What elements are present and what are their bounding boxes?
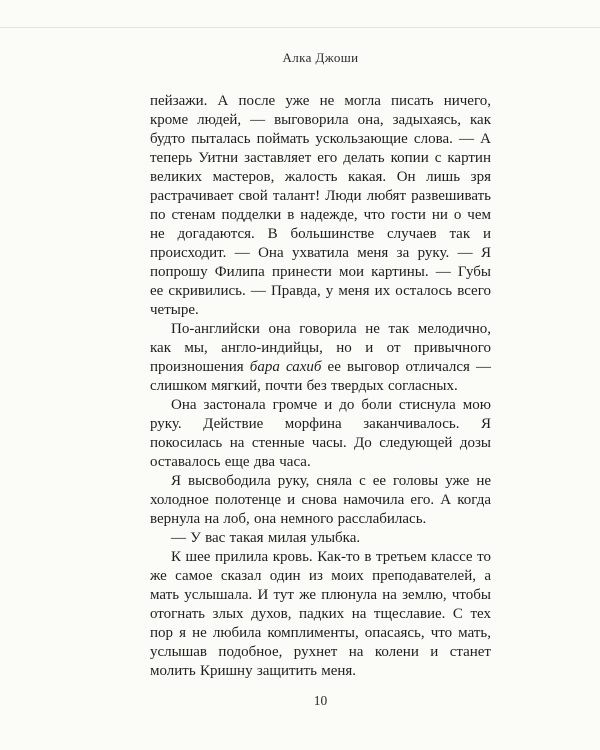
paragraph bbox=[150, 472, 491, 529]
paragraph bbox=[150, 92, 491, 320]
paragraph bbox=[150, 548, 491, 681]
text-segment: Она застонала громче и до боли стиснула мою руку. Действие морфина заканчивалось. Я покосилась на стенные часы. До следующей дозы оставалось еще два часа. bbox=[150, 397, 491, 470]
text-segment: ее выговор отличался — слишком мягкий, почти без твердых согласных. bbox=[150, 359, 492, 394]
text-segment: Я высвободила руку, сняла с ее головы уже не холодное полотенце и снова намочила его. А когда вернула на лоб, она немного расслабилась. bbox=[150, 473, 491, 527]
text-segment: По-английски она говорила не так мелодично, как мы, англо-индийцы, но и от привычного произношения bbox=[150, 321, 491, 375]
text-segment: К шее прилила кровь. Как-то в третьем классе то же самое сказал один из моих преподавателей, а мать услышала. И тут же плюнула на землю, чтобы отогнать злых духов, падких на тщеславие. С тех пор я не любила комплименты, опасаясь, что мать, услышав подобное, рухнет на колени и станет молить Кришну защитить меня. bbox=[150, 549, 491, 679]
paragraph bbox=[150, 529, 491, 548]
running-header: Алка Джоши bbox=[282, 50, 359, 65]
page-edge-line bbox=[0, 27, 600, 28]
text-segment: — У вас такая милая улыбка. bbox=[171, 530, 361, 546]
italic-phrase: бара сахиб bbox=[249, 359, 322, 375]
page-number: 10 bbox=[313, 693, 328, 708]
text-block bbox=[150, 92, 491, 681]
text-column bbox=[150, 50, 491, 709]
paragraph bbox=[150, 396, 491, 472]
paragraph bbox=[150, 320, 491, 396]
text-segment: пейзажи. А после уже не могла писать ничего, кроме людей, — выговорила она, задыхаясь, как будто пыталась поймать ускользающие слова. — А теперь Уитни заставляет его делать копии с картин великих мастеров, жалость какая. Он лишь зря растрачивает свой талант! Люди любят развешивать по стенам подделки в надежде, что гости ни о чем не догадаются. В большинстве случаев так и происходит. — Она ухватила меня за руку. — Я попрошу Филипа принести мои картины. — Губы ее скривились. — Правда, у меня их осталось всего четыре. bbox=[150, 93, 491, 318]
